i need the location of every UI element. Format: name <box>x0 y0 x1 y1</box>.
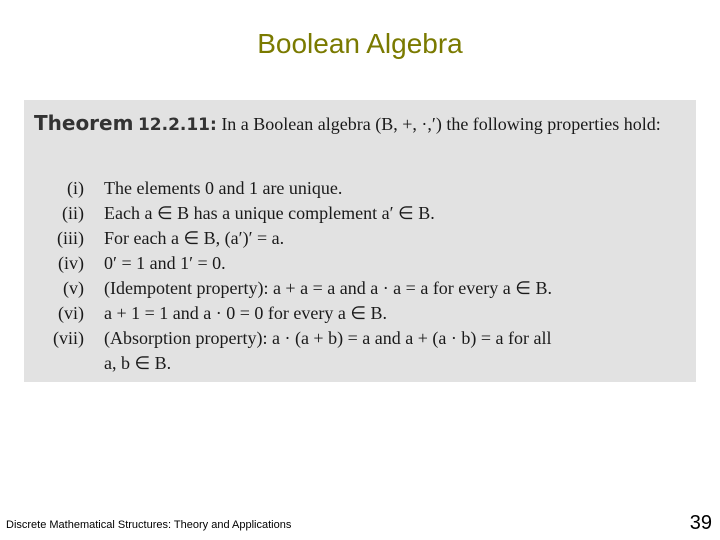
property-text: (Idempotent property): a + a = a and a · a = a for every a ∈ B. <box>104 278 552 298</box>
property-item <box>34 226 686 251</box>
property-number: (vii) <box>53 328 84 348</box>
footer-text: Discrete Mathematical Structures: Theory and Applications <box>6 519 292 531</box>
property-text: The elements 0 and 1 are unique. <box>104 178 343 198</box>
property-continuation-text: a, b ∈ B. <box>104 353 172 373</box>
property-text: Each a ∈ B has a unique complement a′ ∈ B. <box>104 203 435 223</box>
property-number: (v) <box>63 278 84 298</box>
property-number: (i) <box>67 178 84 198</box>
property-text: (Absorption property): a · (a + b) = a and a + (a · b) = a for all <box>104 328 552 348</box>
theorem-label: Theorem <box>34 111 134 135</box>
property-continuation <box>34 351 686 376</box>
property-list <box>34 176 686 376</box>
page-number: 39 <box>689 512 712 534</box>
property-item <box>34 176 686 201</box>
theorem-header <box>34 110 686 138</box>
property-number: (ii) <box>62 203 84 223</box>
property-item <box>34 326 686 351</box>
property-item <box>34 251 686 276</box>
property-item <box>34 201 686 226</box>
property-text: a + 1 = 1 and a · 0 = 0 for every a ∈ B. <box>104 303 388 323</box>
property-number: (iii) <box>57 228 84 248</box>
theorem-box <box>24 100 696 382</box>
property-item <box>34 276 686 301</box>
property-number: (vi) <box>58 303 84 323</box>
property-text: For each a ∈ B, (a′)′ = a. <box>104 228 285 248</box>
theorem-statement: In a Boolean algebra (B, +, ·,′) the following properties hold: <box>221 114 661 134</box>
property-number: (iv) <box>58 253 84 273</box>
property-item <box>34 301 686 326</box>
property-text: 0′ = 1 and 1′ = 0. <box>104 253 226 273</box>
theorem-number: 12.2.11: <box>137 115 217 135</box>
slide-title: Boolean Algebra <box>257 28 463 59</box>
